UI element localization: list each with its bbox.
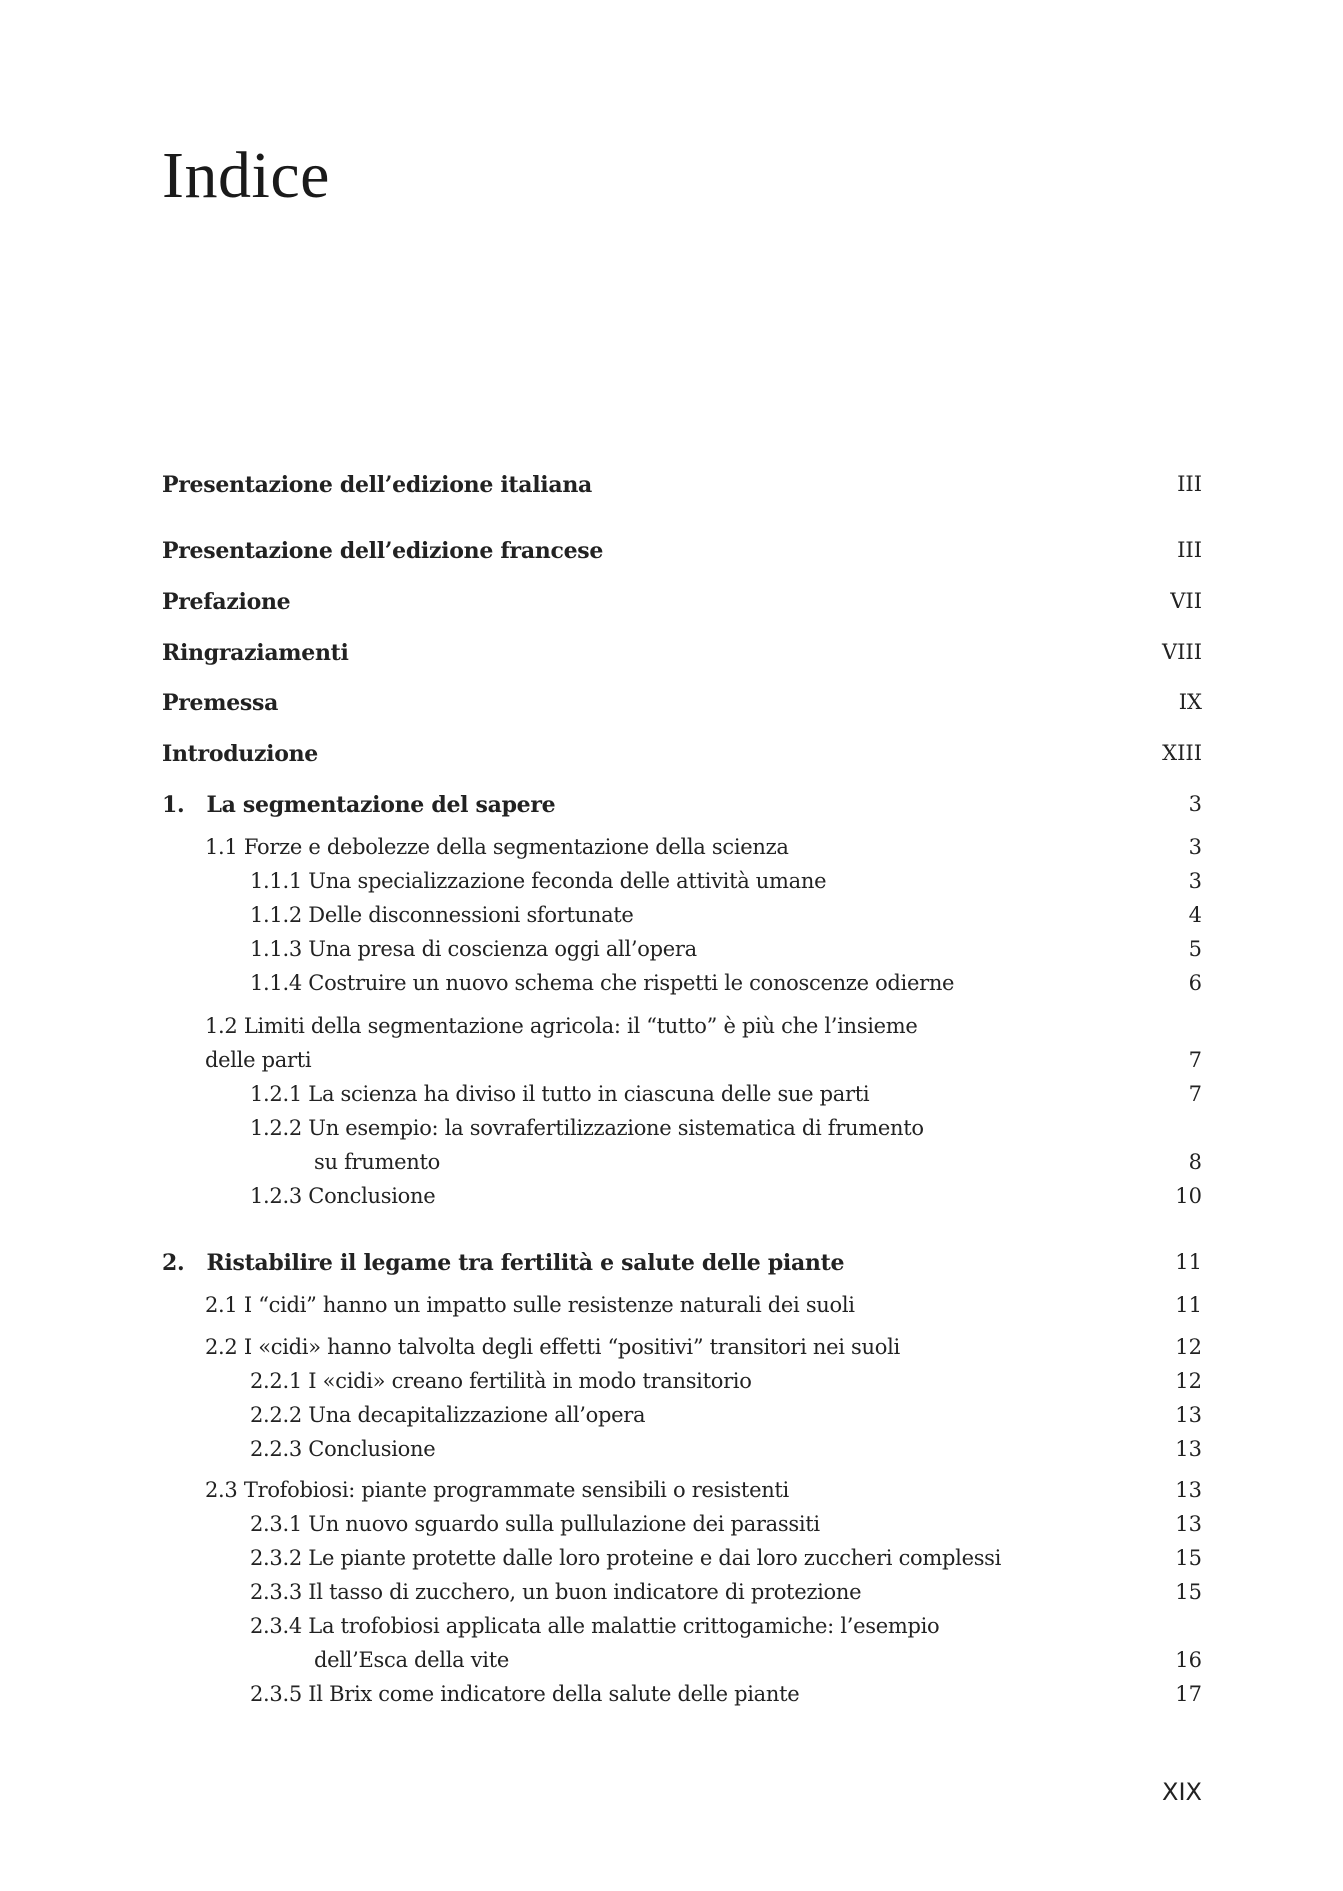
toc-entry-page: III xyxy=(1177,538,1202,562)
toc-entry-label: 2.3.1 Un nuovo sguardo sulla pullulazione dei parassiti xyxy=(250,1512,820,1536)
toc-subsection[interactable] xyxy=(162,1116,1202,1146)
toc-entry-page: VIII xyxy=(1161,640,1202,664)
toc-entry-page: 5 xyxy=(1188,937,1202,961)
toc-entry-page: 11 xyxy=(1175,1250,1202,1274)
toc-subsection[interactable] xyxy=(162,971,1202,1001)
toc-entry-page: 3 xyxy=(1188,835,1202,859)
toc-entry-label: 2.3.5 Il Brix come indicatore della salute delle piante xyxy=(250,1682,800,1706)
toc-subsection[interactable] xyxy=(162,1369,1202,1399)
toc-subsection[interactable] xyxy=(162,1082,1202,1112)
toc-entry-label: 1.2.2 Un esempio: la sovrafertilizzazione sistematica di frumento xyxy=(250,1116,924,1140)
toc-entry[interactable] xyxy=(162,538,1202,568)
toc-entry-label: 1.2.3 Conclusione xyxy=(250,1184,436,1208)
toc-subsection[interactable] xyxy=(162,1614,1202,1644)
toc-entry-page: 8 xyxy=(1188,1150,1202,1174)
toc-entry[interactable] xyxy=(162,741,1202,771)
toc-subsection[interactable] xyxy=(162,903,1202,933)
toc-subsection[interactable] xyxy=(162,937,1202,967)
toc-entry-label: dell’Esca della vite xyxy=(314,1648,509,1672)
toc-subsection[interactable] xyxy=(162,1546,1202,1576)
toc-entry-label: 1.1.2 Delle disconnessioni sfortunate xyxy=(250,903,634,927)
toc-entry-page: 12 xyxy=(1175,1369,1202,1393)
toc-entry-page: 17 xyxy=(1175,1682,1202,1706)
toc-entry-label: 1.2.1 La scienza ha diviso il tutto in ciascuna delle sue parti xyxy=(250,1082,870,1106)
page-title: Indice xyxy=(162,139,330,212)
toc-subsection-continuation[interactable] xyxy=(162,1648,1202,1678)
toc-entry-page: 15 xyxy=(1175,1546,1202,1570)
toc-entry-label: su frumento xyxy=(314,1150,440,1174)
toc-entry-page: 16 xyxy=(1175,1648,1202,1672)
toc-entry-label: Presentazione dell’edizione italiana xyxy=(162,472,592,498)
toc-entry-label: Prefazione xyxy=(162,589,291,615)
toc-entry-label: Ringraziamenti xyxy=(162,640,349,666)
toc-entry-page: 13 xyxy=(1175,1478,1202,1502)
toc-entry-page: 6 xyxy=(1188,971,1202,995)
toc-subsection[interactable] xyxy=(162,1184,1202,1214)
toc-entry-page: 7 xyxy=(1188,1048,1202,1072)
toc-entry-label: 2.3.2 Le piante protette dalle loro proteine e dai loro zuccheri complessi xyxy=(250,1546,1002,1570)
toc-entry-label: 2. Ristabilire il legame tra fertilità e salute delle piante xyxy=(162,1250,845,1276)
toc-section[interactable] xyxy=(162,1335,1202,1365)
toc-chapter[interactable] xyxy=(162,792,1202,822)
toc-section-continuation[interactable] xyxy=(162,1048,1202,1078)
toc-entry[interactable] xyxy=(162,690,1202,720)
toc-entry-page: 11 xyxy=(1175,1293,1202,1317)
toc-entry-label: 1. La segmentazione del sapere xyxy=(162,792,556,818)
toc-entry[interactable] xyxy=(162,640,1202,670)
toc-entry-label: 1.1 Forze e debolezze della segmentazione della scienza xyxy=(205,835,789,859)
toc-entry-label: 2.3.4 La trofobiosi applicata alle malattie crittogamiche: l’esempio xyxy=(250,1614,940,1638)
toc-entry-label: 2.1 I “cidi” hanno un impatto sulle resistenze naturali dei suoli xyxy=(205,1293,855,1317)
toc-subsection-continuation[interactable] xyxy=(162,1150,1202,1180)
toc-entry-label: 2.3.3 Il tasso di zucchero, un buon indicatore di protezione xyxy=(250,1580,862,1604)
toc-entry-page: 3 xyxy=(1188,792,1202,816)
toc-entry-page: 13 xyxy=(1175,1437,1202,1461)
toc-entry-label: 2.2.2 Una decapitalizzazione all’opera xyxy=(250,1403,646,1427)
toc-entry-label: 1.1.3 Una presa di coscienza oggi all’opera xyxy=(250,937,697,961)
toc-entry-label: 2.2.3 Conclusione xyxy=(250,1437,436,1461)
toc-entry-page: 15 xyxy=(1175,1580,1202,1604)
toc-entry-page: VII xyxy=(1170,589,1202,613)
toc-section[interactable] xyxy=(162,1293,1202,1323)
toc-subsection[interactable] xyxy=(162,1682,1202,1712)
toc-entry-page: 10 xyxy=(1175,1184,1202,1208)
toc-subsection[interactable] xyxy=(162,1403,1202,1433)
toc-entry-label: Presentazione dell’edizione francese xyxy=(162,538,604,564)
toc-chapter[interactable] xyxy=(162,1250,1202,1280)
toc-entry-label: 2.2.1 I «cidi» creano fertilità in modo transitorio xyxy=(250,1369,752,1393)
toc-entry-page: 4 xyxy=(1188,903,1202,927)
toc-entry[interactable] xyxy=(162,589,1202,619)
page-number: XIX xyxy=(1162,1778,1202,1806)
toc-entry-page: XIII xyxy=(1162,741,1202,765)
toc-entry-label: 1.1.1 Una specializzazione feconda delle attività umane xyxy=(250,869,827,893)
toc-entry-label: 2.2 I «cidi» hanno talvolta degli effetti “positivi” transitori nei suoli xyxy=(205,1335,900,1359)
toc-entry-page: III xyxy=(1177,472,1202,496)
toc-entry-page: 12 xyxy=(1175,1335,1202,1359)
toc-entry-page: 3 xyxy=(1188,869,1202,893)
toc-subsection[interactable] xyxy=(162,1580,1202,1610)
toc-entry-page: 7 xyxy=(1188,1082,1202,1106)
toc-entry-page: 13 xyxy=(1175,1512,1202,1536)
toc-subsection[interactable] xyxy=(162,869,1202,899)
toc-entry-label: Premessa xyxy=(162,690,279,716)
toc-entry-label: delle parti xyxy=(205,1048,312,1072)
toc-section[interactable] xyxy=(162,1478,1202,1508)
toc-entry-label: Introduzione xyxy=(162,741,319,767)
toc-section[interactable] xyxy=(162,835,1202,865)
toc-entry-label: 1.2 Limiti della segmentazione agricola: il “tutto” è più che l’insieme xyxy=(205,1014,918,1038)
toc-entry-page: 13 xyxy=(1175,1403,1202,1427)
toc-entry-label: 2.3 Trofobiosi: piante programmate sensibili o resistenti xyxy=(205,1478,789,1502)
toc-entry-label: 1.1.4 Costruire un nuovo schema che rispetti le conoscenze odierne xyxy=(250,971,955,995)
toc-section[interactable] xyxy=(162,1014,1202,1044)
toc-subsection[interactable] xyxy=(162,1512,1202,1542)
toc-entry-page: IX xyxy=(1178,690,1202,714)
toc-subsection[interactable] xyxy=(162,1437,1202,1467)
toc-entry[interactable] xyxy=(162,472,1202,502)
